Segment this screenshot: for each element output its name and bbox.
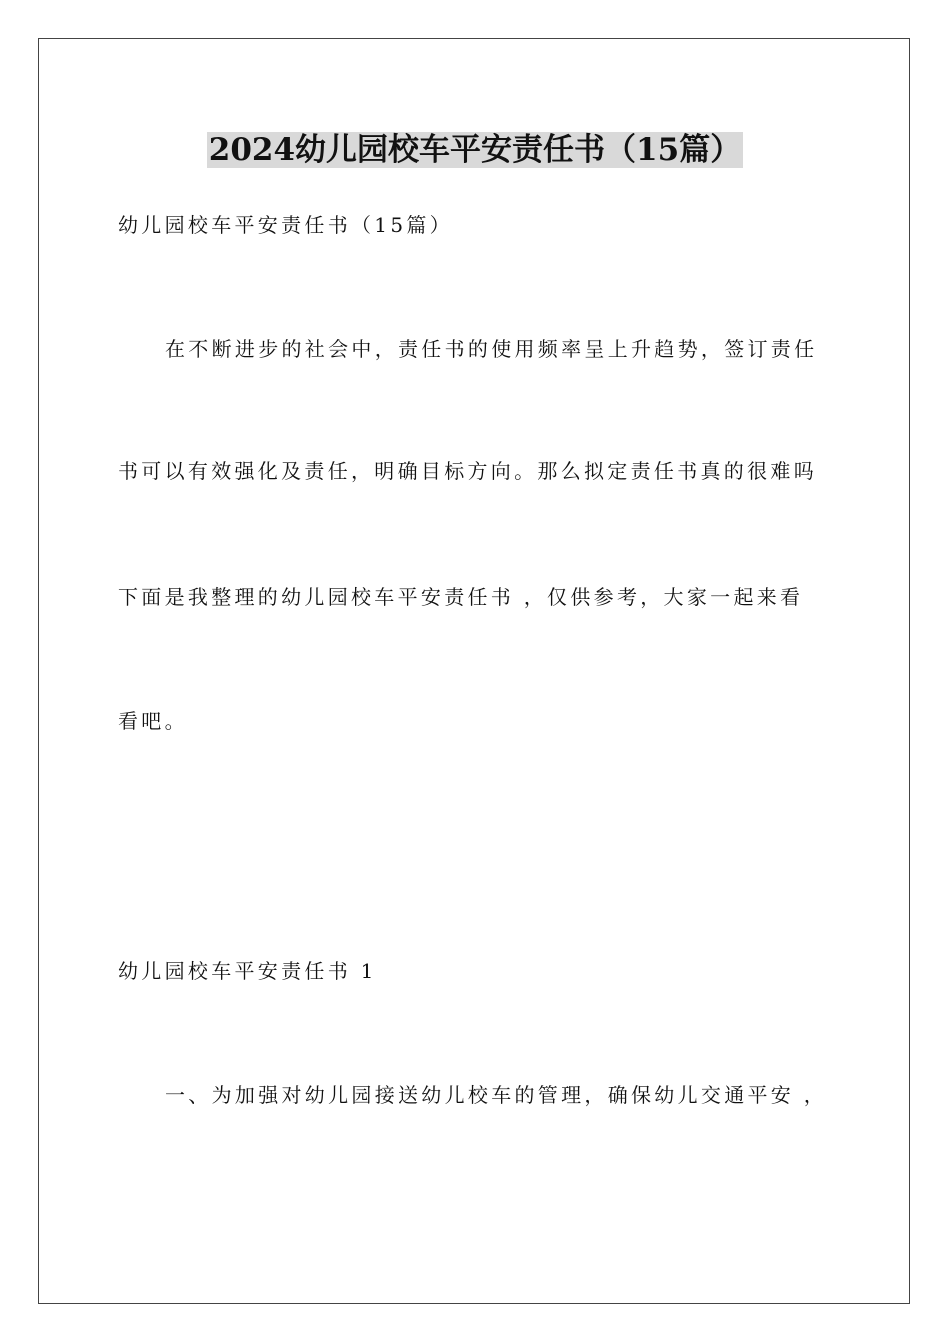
intro-paragraph-line-3: 下面是我整理的幼儿园校车平安责任书 ，仅供参考，大家一起来看 — [118, 585, 804, 609]
document-title — [0, 128, 950, 172]
document-title-text: 2024幼儿园校车平安责任书（15篇） — [208, 132, 742, 168]
document-subtitle: 幼儿园校车平安责任书（15篇） — [118, 213, 453, 237]
section-heading: 幼儿园校车平安责任书 1 — [118, 959, 377, 983]
section-paragraph-line-1: 一、为加强对幼儿园接送幼儿校车的管理，确保幼儿交通平安 ， — [165, 1083, 828, 1107]
intro-paragraph-line-4: 看吧。 — [118, 709, 188, 733]
intro-paragraph-line-2: 书可以有效强化及责任，明确目标方向。那么拟定责任书真的很难吗 — [118, 459, 817, 483]
intro-paragraph-line-1: 在不断进步的社会中，责任书的使用频率呈上升趋势，签订责任 — [165, 337, 818, 361]
